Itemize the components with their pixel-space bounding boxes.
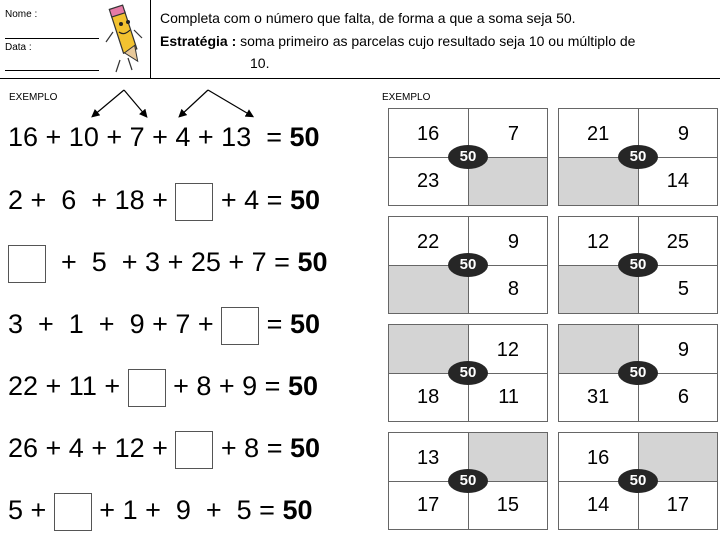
grid-number: 5 (677, 278, 689, 300)
name-label: Nome : (5, 9, 38, 20)
grid-number: 12 (496, 339, 519, 361)
equation-row: 3 + 1 + 9 + 7 + = 50 (8, 304, 320, 344)
example-label-right: EXEMPLO (382, 92, 431, 103)
instruction-line-1: Completa com o número que falta, de forma a que a soma seja 50. (160, 10, 576, 26)
answer-box[interactable] (175, 431, 213, 469)
number-grid (558, 432, 718, 530)
grid-number: 18 (417, 386, 440, 408)
date-label: Data : (5, 42, 32, 53)
number-grid (388, 432, 548, 530)
pencil-mascot-icon (104, 2, 144, 74)
grid-number: 8 (507, 278, 519, 300)
target-sum-badge: 50 (618, 469, 658, 493)
answer-box[interactable] (8, 245, 46, 283)
instruction-line-3: 10. (250, 55, 270, 71)
number-grid (388, 108, 548, 206)
strategy-text: soma primeiro as parcelas cujo resultado seja 10 ou múltiplo de (240, 33, 636, 49)
grid-number: 9 (507, 231, 519, 253)
grid-number: 13 (417, 447, 440, 469)
grid-number: 6 (677, 386, 689, 408)
equation-row: 22 + 11 + + 8 + 9 = 50 (8, 366, 318, 406)
target-sum-badge: 50 (448, 469, 488, 493)
date-field[interactable] (5, 70, 99, 71)
number-grid (388, 216, 548, 314)
grid-number: 7 (507, 123, 519, 145)
target-sum-badge: 50 (618, 253, 658, 277)
number-grid (558, 216, 718, 314)
answer-box[interactable] (175, 183, 213, 221)
grid-number: 17 (666, 494, 689, 516)
answer-box[interactable] (128, 369, 166, 407)
answer-box[interactable] (221, 307, 259, 345)
grid-number: 14 (587, 494, 610, 516)
grid-number: 11 (498, 386, 519, 408)
grid-number: 16 (587, 447, 610, 469)
equation-row: 2 + 6 + 18 + + 4 = 50 (8, 180, 320, 220)
grid-number: 9 (677, 339, 689, 361)
answer-box[interactable] (54, 493, 92, 531)
example-label-left: EXEMPLO (9, 92, 58, 103)
equation-row: 26 + 4 + 12 + + 8 = 50 (8, 428, 320, 468)
grid-number: 25 (666, 231, 689, 253)
grid-number: 17 (417, 494, 440, 516)
grid-number: 16 (417, 123, 440, 145)
grid-number: 31 (587, 386, 610, 408)
number-grid (558, 324, 718, 422)
target-sum-badge: 50 (448, 361, 488, 385)
grid-number: 9 (677, 123, 689, 145)
target-sum-badge: 50 (448, 253, 488, 277)
target-sum-badge: 50 (448, 145, 488, 169)
grid-number: 14 (666, 170, 689, 192)
grid-number: 21 (587, 123, 610, 145)
number-grid (388, 324, 548, 422)
grid-number: 23 (417, 170, 440, 192)
target-sum-badge: 50 (618, 145, 658, 169)
grid-number: 12 (587, 231, 610, 253)
target-sum-badge: 50 (618, 361, 658, 385)
equation-row: + 5 + 3 + 25 + 7 = 50 (8, 242, 327, 282)
name-field[interactable] (5, 38, 99, 39)
grid-number: 22 (417, 231, 440, 253)
equation-example: 16 + 10 + 7 + 4 + 13 = 50 (8, 122, 320, 152)
equation-row: 5 + + 1 + 9 + 5 = 50 (8, 490, 312, 530)
grid-number: 15 (496, 494, 519, 516)
number-grid (558, 108, 718, 206)
strategy-label: Estratégia : (160, 33, 237, 49)
